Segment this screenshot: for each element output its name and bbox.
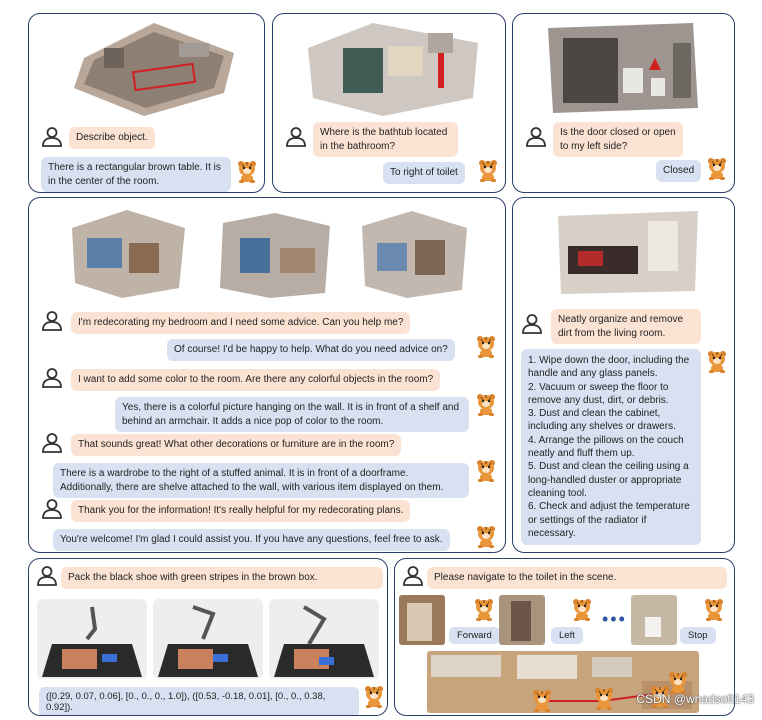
- robot-arm-image-3: [269, 599, 379, 679]
- tiger-avatar-icon: [703, 598, 725, 622]
- user-message: Neatly organize and remove dirt from the living room.: [551, 309, 701, 344]
- nav-view-image-3: [631, 595, 677, 645]
- tiger-avatar-icon: [706, 350, 728, 374]
- person-icon: [521, 313, 543, 335]
- user-message: That sounds great! What other decorations or furniture are in the room?: [71, 434, 401, 456]
- scene-bedroom-image-3: [357, 208, 472, 300]
- tiger-avatar-icon: [363, 685, 385, 709]
- tiger-avatar-icon: [531, 689, 553, 713]
- person-icon: [41, 126, 63, 148]
- person-icon: [285, 126, 307, 148]
- scene-bedroom-image-2: [215, 208, 337, 300]
- person-icon: [402, 565, 424, 587]
- panel-door: [512, 13, 735, 193]
- bot-message: 1. Wipe down the door, including the handle and any glass panels. 2. Vacuum or sweep the floor to remove any dust, dirt, or debris. 3. Dust and clean the cabinet, including any shelves or drawers. 4. Arrange the pillows on the couch neatly and fluff them up. 5. Dust and clean the ceiling using a long-handled duster or appropriate cleaning tool. 6. Check and adjust the temperature or settings of the radiator if necessary.: [521, 349, 701, 545]
- panel-redecorating-dialog: [28, 197, 506, 553]
- user-message: Please navigate to the toilet in the scene.: [427, 567, 727, 589]
- bot-message: There is a rectangular brown table. It is in the center of the room.: [41, 157, 231, 192]
- nav-view-image-2: [499, 595, 545, 645]
- user-message: Pack the black shoe with green stripes in the brown box.: [61, 567, 383, 589]
- person-icon: [36, 565, 58, 587]
- panel-robot-manipulation: [28, 558, 388, 716]
- user-message: I want to add some color to the room. Are there any colorful objects in the room?: [71, 369, 440, 391]
- person-icon: [41, 432, 63, 454]
- tiger-avatar-icon: [477, 159, 499, 183]
- person-icon: [525, 126, 547, 148]
- robot-arm-image-1: [37, 599, 147, 679]
- action-stop: Stop: [680, 627, 716, 644]
- panel-living-room-cleaning: [512, 197, 735, 553]
- bot-message: To right of toilet: [383, 162, 465, 184]
- bot-message: You're welcome! I'm glad I could assist you. If you have any questions, feel free to ask.: [53, 529, 450, 551]
- tiger-avatar-icon: [593, 687, 615, 711]
- action-forward: Forward: [449, 627, 500, 644]
- person-icon: [41, 498, 63, 520]
- tiger-avatar-icon: [236, 160, 258, 184]
- scene-bathroom-image: [303, 18, 483, 118]
- user-message: Where is the bathtub located in the bathroom?: [313, 122, 458, 157]
- tiger-avatar-icon: [473, 598, 495, 622]
- bot-message: Of course! I'd be happy to help. What do you need advice on?: [167, 339, 455, 361]
- person-icon: [41, 367, 63, 389]
- bot-message: Closed: [656, 160, 701, 182]
- tiger-avatar-icon: [475, 335, 497, 359]
- panel-bathtub: [272, 13, 506, 193]
- bot-message: Yes, there is a colorful picture hanging on the wall. It is in front of a shelf and behind an armchair. It adds a nice pop of color to the room.: [115, 397, 469, 432]
- action-coordinates: ([0.29, 0.07, 0.06], [0., 0., 0., 1.0]), ([0.53, -0.18, 0.01], [0., 0., 0.38, 0.92]).: [39, 687, 359, 716]
- robot-arm-image-2: [153, 599, 263, 679]
- user-message: Thank you for the information! It's really helpful for my redecorating plans.: [71, 500, 410, 522]
- tiger-avatar-icon: [475, 393, 497, 417]
- bot-message: There is a wardrobe to the right of a stuffed animal. It is in front of a doorframe. Additionally, there are shelve attached to the wall, with various item displayed on them.: [53, 463, 469, 498]
- tiger-avatar-icon: [706, 157, 728, 181]
- scene-3d-room-image: [64, 18, 239, 118]
- tiger-avatar-icon: [475, 459, 497, 483]
- tiger-avatar-icon: [475, 525, 497, 549]
- action-left: Left: [551, 627, 583, 644]
- nav-view-image-1: [399, 595, 445, 645]
- scene-room-door-image: [543, 18, 703, 118]
- scene-living-room-image: [553, 206, 703, 296]
- steps-ellipsis: •••: [602, 609, 627, 629]
- watermark: CSDN @whadsoft143: [636, 692, 754, 706]
- scene-bedroom-image-1: [67, 208, 189, 300]
- user-message: Is the door closed or open to my left side?: [553, 122, 683, 157]
- user-message: Describe object.: [69, 127, 155, 149]
- user-message: I'm redecorating my bedroom and I need some advice. Can you help me?: [71, 312, 410, 334]
- tiger-avatar-icon: [571, 598, 593, 622]
- panel-describe-object: [28, 13, 265, 193]
- person-icon: [41, 310, 63, 332]
